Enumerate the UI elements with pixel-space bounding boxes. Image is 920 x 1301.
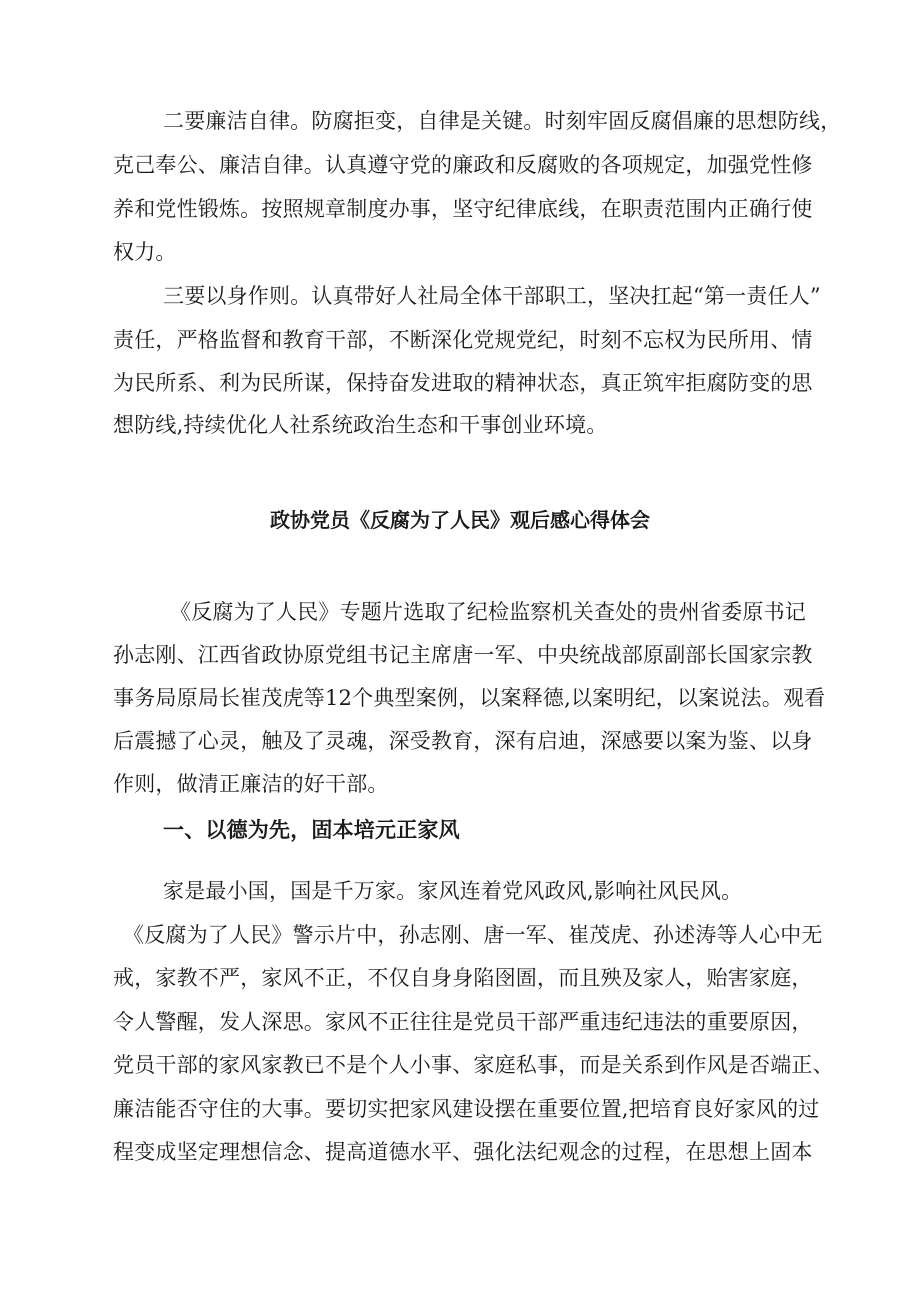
- paragraph-line: 责任，严格监督和教育干部，不断深化党规党纪，时刻不忘权为民所用、情: [113, 328, 813, 352]
- section-heading: 一、以德为先，固本培元正家风: [163, 818, 460, 842]
- paragraph-line: 作则，做清正廉洁的好干部。: [113, 772, 389, 796]
- paragraph-line: 家是最小国，国是千万家。家风连着党风政风,影响社风民风。: [163, 879, 743, 903]
- paragraph-line: 令人警醒，发人深思。家风不正往往是党员干部严重违纪违法的重要原因，: [113, 1010, 813, 1034]
- paragraph-line: 程变成坚定理想信念、提高道德水平、强化法纪观念的过程，在思想上固本: [113, 1140, 813, 1164]
- paragraph-line: 想防线,持续优化人社系统政治生态和干事创业环境。: [113, 413, 608, 437]
- paragraph-line: 为民所系、利为民所谋，保持奋发进取的精神状态，真正筑牢拒腐防变的思: [113, 371, 813, 395]
- paragraph-line: 《反腐为了人民》专题片选取了纪检监察机关查处的贵州省委原书记: [170, 600, 806, 624]
- paragraph-line: 二要廉洁自律。防腐拒变，自律是关键。时刻牢固反腐倡廉的思想防线，: [163, 109, 842, 133]
- paragraph-line: 事务局原局长崔茂虎等12个典型案例，以案释德,以案明纪，以案说法。观看: [113, 686, 826, 710]
- paragraph-line: 三要以身作则。认真带好人社局全体干部职工，坚决扛起“第一责任人”: [163, 284, 821, 308]
- paragraph-line: 戒，家教不严，家风不正，不仅自身身陷囹圄，而且殃及家人，贻害家庭，: [113, 966, 813, 990]
- paragraph-line: 孙志刚、江西省政协原党组书记主席唐一军、中央统战部原副部长国家宗教: [113, 643, 813, 667]
- paragraph-line: 廉洁能否守住的大事。要切实把家风建设摆在重要位置,把培育良好家风的过: [113, 1097, 820, 1121]
- paragraph-line: 党员干部的家风家教已不是个人小事、家庭私事，而是关系到作风是否端正、: [113, 1053, 834, 1077]
- paragraph-line: 权力。: [113, 240, 177, 264]
- paragraph-line: 养和党性锻炼。按照规章制度办事，坚守纪律底线，在职责范围内正确行使: [113, 197, 813, 221]
- paragraph-line: 《反腐为了人民》警示片中，孙志刚、唐一军、崔茂虎、孙述涛等人心中无: [123, 923, 823, 947]
- paragraph-line: 克己奉公、廉洁自律。认真遵守党的廉政和反腐败的各项规定，加强党性修: [113, 153, 813, 177]
- paragraph-line: 后震撼了心灵，触及了灵魂，深受教育，深有启迪，深感要以案为鉴、以身: [113, 729, 813, 753]
- article-title: 政协党员《反腐为了人民》观后感心得体会: [270, 508, 650, 532]
